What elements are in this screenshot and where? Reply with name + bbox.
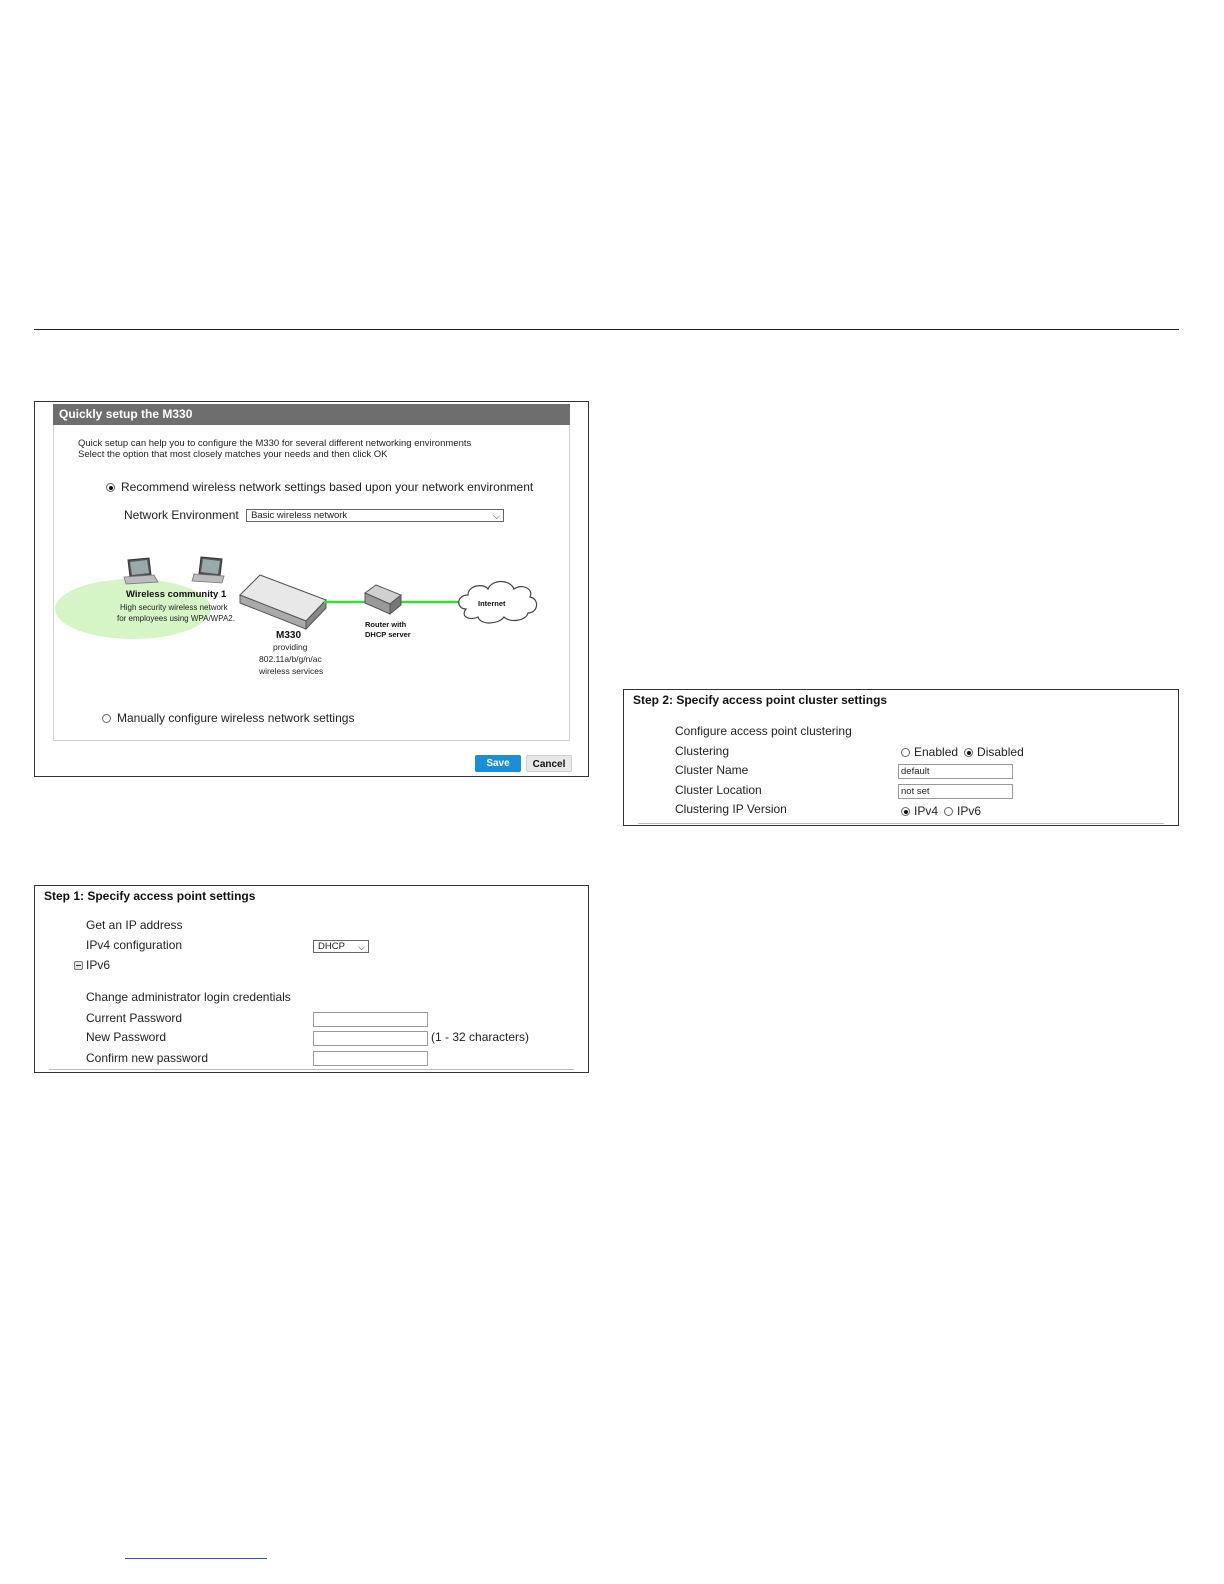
cancel-button[interactable]: Cancel <box>526 755 572 772</box>
step1-title: Step 1: Specify access point settings <box>44 889 256 903</box>
laptop-icon <box>124 558 158 584</box>
cluster-location-label: Cluster Location <box>675 783 762 797</box>
clustering-disabled-label: Disabled <box>977 745 1024 759</box>
router-line-2: DHCP server <box>365 630 411 639</box>
clustering-disabled-radio[interactable] <box>964 748 973 757</box>
clustering-label: Clustering <box>675 744 730 758</box>
current-password-input[interactable] <box>313 1012 428 1027</box>
quick-setup-title: Quickly setup the M330 <box>53 404 570 425</box>
cluster-ipv4-radio[interactable] <box>901 807 910 816</box>
manual-label: Manually configure wireless network settings <box>117 711 355 725</box>
community-line-1: High security wireless network <box>120 603 228 612</box>
cluster-ipv6-label: IPv6 <box>957 804 982 818</box>
router-icon <box>365 585 401 614</box>
internet-label: Internet <box>478 599 506 608</box>
community-line-2: for employees using WPA/WPA2. <box>117 614 235 623</box>
chevron-down-icon: ⌵ <box>358 942 365 952</box>
clustering-enabled-radio[interactable] <box>901 748 910 757</box>
chevron-down-icon: ⌵ <box>493 511 501 522</box>
intro-line-2: Select the option that most closely matches your needs and then click OK <box>78 449 388 460</box>
device-name: M330 <box>276 630 302 641</box>
manual-option[interactable] <box>102 711 354 725</box>
ipv4-config-value: DHCP <box>318 941 345 952</box>
new-password-hint: (1 - 32 characters) <box>431 1030 530 1044</box>
clustering-section-label: Configure access point clustering <box>675 724 852 738</box>
page-divider <box>34 329 1179 330</box>
network-environment-value: Basic wireless network <box>251 510 348 522</box>
device-line-1: providing <box>273 642 308 652</box>
clustering-enabled-label: Enabled <box>914 745 959 759</box>
footer-link-underline[interactable] <box>125 1558 267 1559</box>
laptop-icon <box>192 557 224 583</box>
ipv4-config-select[interactable] <box>313 940 369 953</box>
step1-panel <box>34 885 589 1073</box>
step1-bottom-border <box>49 1069 574 1070</box>
cluster-ipv4-label: IPv4 <box>914 804 939 818</box>
quick-setup-body <box>53 425 570 741</box>
ipv4-config-label: IPv4 configuration <box>86 938 183 952</box>
cluster-ipv6-radio[interactable] <box>944 807 953 816</box>
device-line-3: wireless services <box>259 666 324 676</box>
ip-section-label: Get an IP address <box>86 918 183 932</box>
collapse-icon[interactable] <box>74 961 83 970</box>
new-password-label: New Password <box>86 1030 167 1044</box>
router-line-1: Router with <box>365 620 407 629</box>
current-password-label: Current Password <box>86 1011 183 1025</box>
step2-panel <box>623 689 1179 826</box>
step2-title: Step 2: Specify access point cluster settings <box>633 693 888 707</box>
credentials-section-label: Change administrator login credentials <box>86 990 291 1004</box>
manual-radio[interactable] <box>102 714 111 723</box>
cluster-ip-version-radio-group <box>901 804 981 818</box>
intro-line-1: Quick setup can help you to configure the M330 for several different networking environments <box>78 438 472 449</box>
cluster-name-label: Cluster Name <box>675 763 749 777</box>
access-point-icon <box>240 575 326 629</box>
ipv6-row[interactable] <box>74 958 110 972</box>
new-password-input[interactable] <box>313 1031 428 1046</box>
network-environment-label: Network Environment <box>124 508 239 522</box>
quick-setup-panel <box>34 401 589 777</box>
save-button[interactable]: Save <box>475 755 521 772</box>
confirm-password-label: Confirm new password <box>86 1051 209 1065</box>
cluster-name-input[interactable]: default <box>898 764 1013 779</box>
recommend-label: Recommend wireless network settings based upon your network environment <box>121 480 534 494</box>
device-line-2: 802.11a/b/g/n/ac <box>259 654 322 664</box>
cluster-location-input[interactable]: not set <box>898 784 1013 799</box>
step2-bottom-border <box>638 823 1164 824</box>
ipv6-label: IPv6 <box>86 958 111 972</box>
clustering-radio-group <box>901 745 1024 759</box>
network-diagram <box>54 425 571 741</box>
confirm-password-input[interactable] <box>313 1051 428 1066</box>
cluster-ip-version-label: Clustering IP Version <box>675 802 787 816</box>
community-title: Wireless community 1 <box>126 589 227 600</box>
